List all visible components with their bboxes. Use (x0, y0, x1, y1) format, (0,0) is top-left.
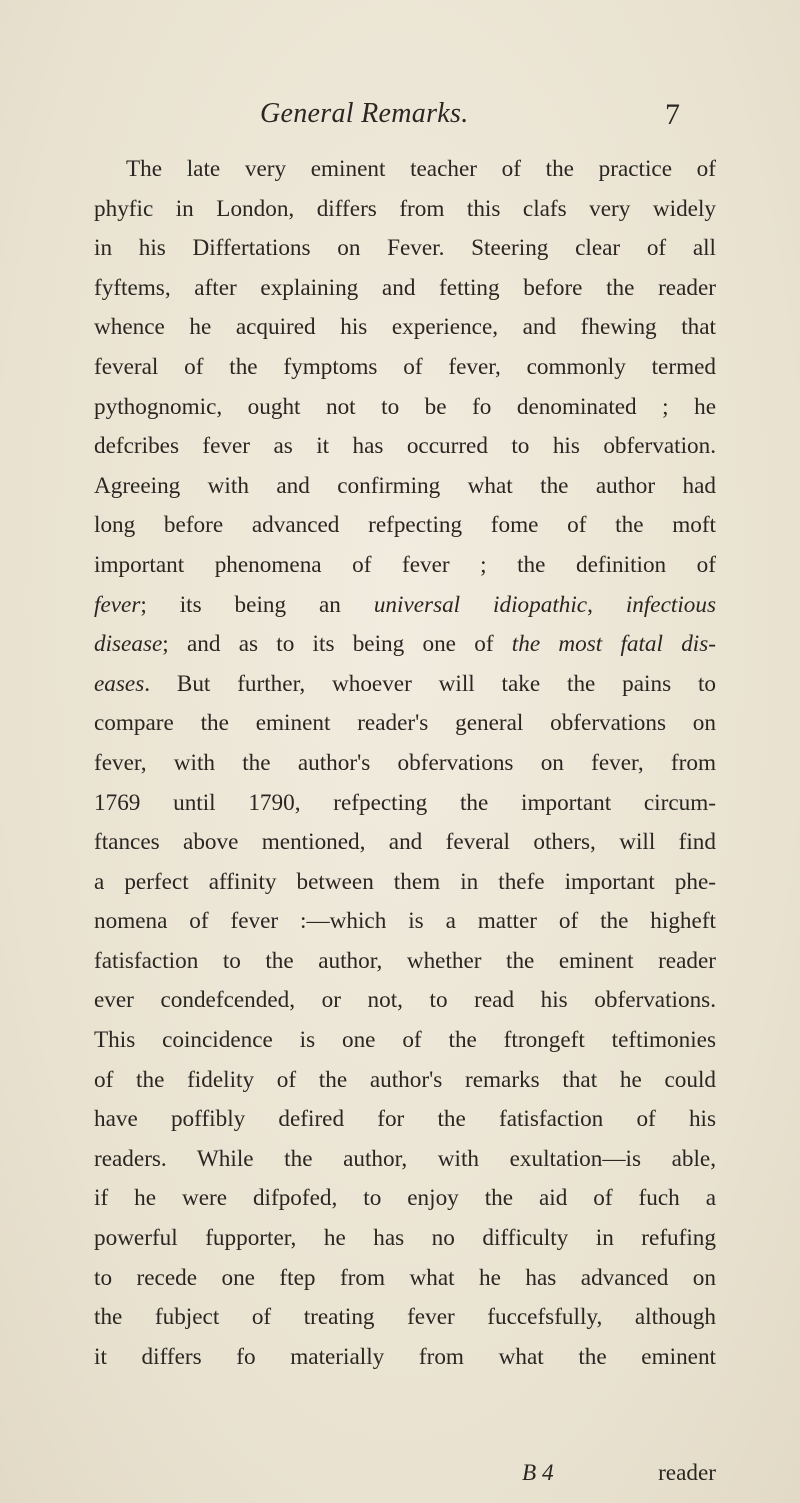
text-segment: 1769 until 1790, refpecting the important circum- (94, 789, 716, 816)
text-line (94, 150, 716, 190)
text-segment: the fubject of treating fever fuccefsfully, although (94, 1304, 716, 1331)
text-line (94, 1061, 716, 1101)
running-title: General Remarks. (260, 98, 469, 129)
text-segment: . But further, whoever will take the pains to (144, 670, 716, 697)
text-segment: Agreeing with and confirming what the author had (94, 472, 716, 499)
italic-text: the most fatal dis- (511, 631, 716, 658)
text-line (94, 744, 716, 784)
text-segment: in his Differtations on Fever. Steering clear of all (94, 235, 716, 262)
text-segment: whence he acquired his experience, and fhewing that (94, 314, 716, 341)
text-line (94, 1298, 716, 1338)
text-segment: ftances above mentioned, and feveral others, will find (94, 829, 716, 856)
text-line (94, 388, 716, 428)
text-line (94, 586, 716, 626)
text-line (94, 863, 716, 903)
text-segment: compare the eminent reader's general obfervations on (94, 710, 716, 737)
italic-text: eases (94, 670, 145, 697)
text-line (94, 546, 716, 586)
catchword: reader (658, 1460, 716, 1486)
text-line (94, 467, 716, 507)
text-segment: of the fidelity of the author's remarks that he could (94, 1066, 716, 1093)
text-segment: ever condefcended, or not, to read his obfervations. (94, 987, 716, 1014)
text-segment: feveral of the fymptoms of fever, commonly termed (94, 353, 716, 380)
page-number: 7 (665, 98, 680, 131)
text-segment: defcribes fever as it has occurred to his obfervation. (94, 433, 716, 460)
text-segment: have poffibly defired for the fatisfaction of his (94, 1106, 716, 1133)
text-segment: long before advanced refpecting fome of the moft (94, 512, 716, 539)
text-line (94, 1100, 716, 1140)
text-segment: powerful fupporter, he has no difficulty in refufing (94, 1225, 716, 1252)
text-segment: a perfect affinity between them in thefe important phe- (94, 868, 716, 895)
page-footer (94, 1460, 716, 1496)
text-line (94, 902, 716, 942)
text-line (94, 229, 716, 269)
italic-text: universal idiopathic (373, 591, 588, 618)
text-segment: if he were difpofed, to enjoy the aid of fuch a (94, 1185, 716, 1212)
text-line (94, 981, 716, 1021)
running-header (210, 98, 680, 138)
text-segment: This coincidence is one of the ftrongeft teftimonies (94, 1027, 716, 1054)
text-line (94, 1021, 716, 1061)
text-line (94, 704, 716, 744)
text-segment: fatisfaction to the author, whether the eminent reader (94, 947, 716, 974)
text-segment: nomena of fever :—which is a matter of the higheft (94, 908, 716, 935)
text-line (94, 1140, 716, 1180)
text-segment: it differs fo materially from what the eminent (94, 1343, 716, 1370)
text-line (94, 190, 716, 230)
italic-text: infectious (625, 591, 716, 618)
text-line (94, 1338, 716, 1378)
text-line (94, 1259, 716, 1299)
text-line (94, 308, 716, 348)
text-line (94, 784, 716, 824)
text-segment: pythognomic, ought not to be fo denominated ; he (94, 393, 716, 420)
text-segment: fever, with the author's obfervations on fever, from (94, 749, 716, 776)
text-line (94, 1219, 716, 1259)
text-line (94, 269, 716, 309)
text-segment: phyfic in London, differs from this clafs very widely (94, 195, 716, 222)
italic-text: fever (94, 591, 141, 618)
signature-mark: B 4 (522, 1460, 554, 1486)
italic-text: disease (94, 631, 163, 658)
text-segment: important phenomena of fever ; the definition of (94, 551, 716, 578)
text-line (94, 506, 716, 546)
text-line (94, 942, 716, 982)
text-segment: ; its being an (140, 591, 374, 618)
text-line (94, 1179, 716, 1219)
text-segment: readers. While the author, with exultation—is able, (94, 1145, 716, 1172)
text-line (94, 625, 716, 665)
text-segment: , (587, 591, 626, 618)
text-segment: The late very eminent teacher of the practice of (126, 156, 716, 182)
text-segment: fyftems, after explaining and fetting before the reader (94, 274, 716, 301)
text-line (94, 348, 716, 388)
text-line (94, 427, 716, 467)
text-segment: ; and as to its being one of (162, 631, 512, 658)
body-paragraph (94, 150, 716, 1377)
text-line (94, 823, 716, 863)
text-segment: to recede one ftep from what he has advanced on (94, 1264, 716, 1291)
text-line (94, 665, 716, 705)
